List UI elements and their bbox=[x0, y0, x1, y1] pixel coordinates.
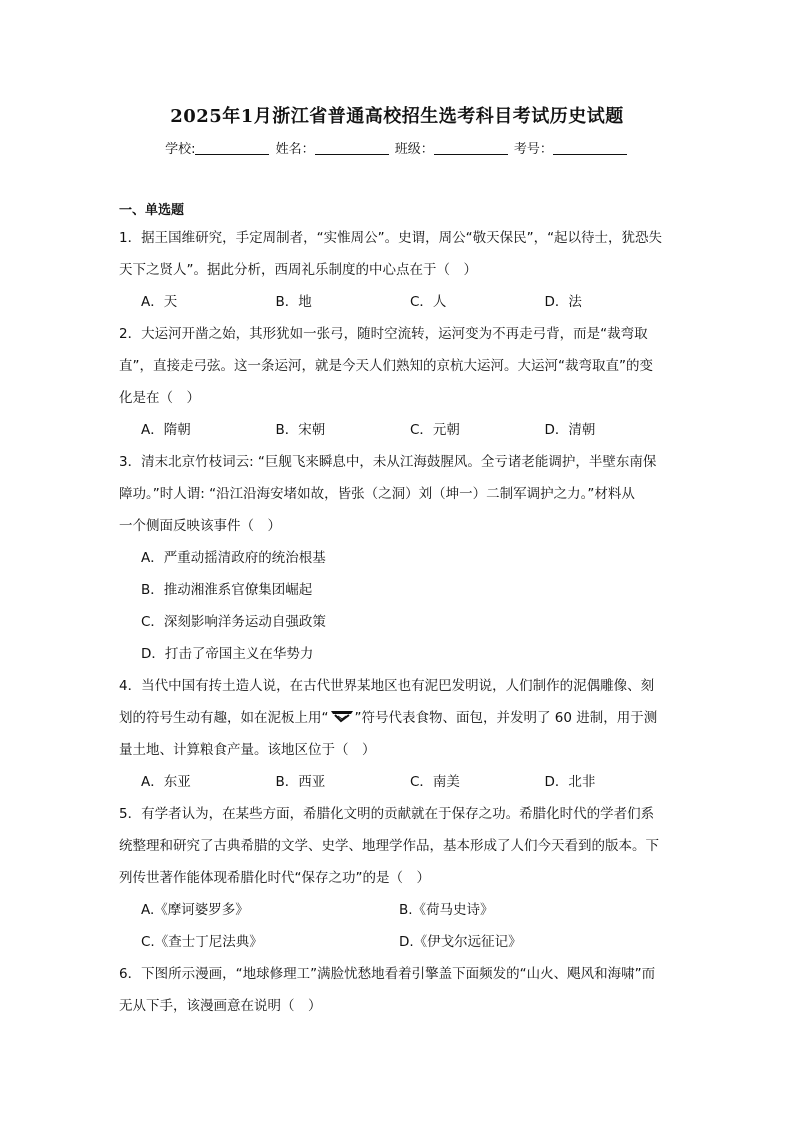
info-name-blank[interactable] bbox=[315, 140, 389, 155]
question-1-line-1: 1．据王国维研究，手定周制者，“实惟周公”。史谓，周公“敬天保民”，“起以待士，犹恐失 bbox=[119, 230, 663, 246]
info-class bbox=[395, 138, 510, 157]
question-4 bbox=[119, 670, 679, 798]
page-title: 2025年1月浙江省普通高校招生选考科目考试历史试题 bbox=[170, 106, 624, 127]
info-name-label: 姓名： bbox=[275, 142, 315, 157]
question-4-line-2 bbox=[119, 702, 679, 734]
question-2-line-1: 2．大运河开凿之始，其形犹如一张弓，随时空流转，运河变为不再走弓背，而是“裁弯取 bbox=[119, 326, 648, 342]
info-exam-number bbox=[514, 138, 629, 157]
option-b[interactable]: B．西亚 bbox=[275, 774, 326, 790]
question-4-line-2-post: ”符号代表食物、面包，并发明了 60 进制，用于测 bbox=[354, 710, 658, 726]
question-3-line-2: 障功。”时人谓: “沿江沿海安堵如故，皆张（之洞）刘（坤一）二制军调护之力。”材料从 bbox=[119, 486, 635, 502]
question-5-options bbox=[119, 894, 679, 958]
cuneiform-sign-icon bbox=[329, 708, 355, 724]
question-1-line-2: 天下之贤人”。据此分析，西周礼乐制度的中心点在于（ ） bbox=[119, 262, 477, 278]
question-3 bbox=[119, 446, 679, 670]
question-5-line-2: 统整理和研究了古典希腊的文学、史学、地理学作品，基本形成了人们今天看到的版本。下 bbox=[119, 838, 659, 854]
question-6 bbox=[119, 958, 679, 1022]
question-2-line-3: 化是在（ ） bbox=[119, 390, 200, 406]
option-c[interactable]: C．深刻影响洋务运动自强政策 bbox=[141, 614, 326, 630]
student-info-row bbox=[0, 138, 794, 157]
question-3-line-1: 3．清末北京竹枝词云: “巨舰飞来瞬息中，未从江海鼓腥风。全亏诸老能调护，半壁东南保 bbox=[119, 454, 657, 470]
info-school-blank[interactable] bbox=[195, 140, 269, 155]
info-exam-number-blank[interactable] bbox=[553, 140, 627, 155]
question-4-line-2-pre: 划的符号生动有趣，如在泥板上用“ bbox=[119, 710, 329, 726]
question-1-options bbox=[119, 286, 679, 318]
option-d[interactable]: D．清朝 bbox=[544, 422, 596, 438]
info-exam-number-label: 考号： bbox=[513, 142, 553, 157]
info-class-label: 班级： bbox=[394, 142, 434, 157]
option-a[interactable]: A．严重动摇清政府的统治根基 bbox=[141, 550, 326, 566]
option-d[interactable]: D．打击了帝国主义在华势力 bbox=[141, 646, 314, 662]
option-b[interactable]: B．宋朝 bbox=[275, 422, 326, 438]
section-heading: 一、单选题 bbox=[119, 203, 185, 218]
option-b[interactable]: B．推动湘淮系官僚集团崛起 bbox=[141, 582, 313, 598]
question-5 bbox=[119, 798, 679, 958]
question-1 bbox=[119, 222, 679, 318]
option-d[interactable]: D．法 bbox=[544, 294, 582, 310]
option-c[interactable]: C．元朝 bbox=[410, 422, 460, 438]
info-name bbox=[276, 138, 391, 157]
question-2-options bbox=[119, 414, 679, 446]
question-5-line-1: 5．有学者认为，在某些方面，希腊化文明的贡献就在于保存之功。希腊化时代的学者们系 bbox=[119, 806, 655, 822]
question-6-line-1: 6．下图所示漫画，“地球修理工”满脸忧愁地看着引擎盖下面频发的“山火、飓风和海啸”而 bbox=[119, 966, 656, 982]
question-3-line-3: 一个侧面反映该事件（ ） bbox=[119, 518, 281, 534]
question-list bbox=[119, 200, 679, 1022]
question-4-line-3: 量土地、计算粮食产量。该地区位于（ ） bbox=[119, 742, 376, 758]
question-2-line-2: 直”，直接走弓弦。这一条运河，就是今天人们熟知的京杭大运河。大运河“裁弯取直”的变 bbox=[119, 358, 653, 374]
option-a[interactable]: A．隋朝 bbox=[141, 422, 191, 438]
question-6-line-2: 无从下手，该漫画意在说明（ ） bbox=[119, 998, 322, 1014]
option-c[interactable]: C．人 bbox=[410, 294, 447, 310]
option-a[interactable]: A.《摩诃婆罗多》 bbox=[141, 902, 249, 918]
question-5-line-3: 列传世著作能体现希腊化时代“保存之功”的是（ ） bbox=[119, 870, 430, 886]
info-school bbox=[165, 138, 271, 157]
option-b[interactable]: B.《荷马史诗》 bbox=[399, 902, 494, 918]
question-4-options bbox=[119, 766, 679, 798]
option-c[interactable]: C.《查士丁尼法典》 bbox=[141, 934, 263, 950]
option-c[interactable]: C．南美 bbox=[410, 774, 460, 790]
info-class-blank[interactable] bbox=[434, 140, 508, 155]
question-2 bbox=[119, 318, 679, 446]
option-a[interactable]: A．东亚 bbox=[141, 774, 191, 790]
option-d[interactable]: D．北非 bbox=[544, 774, 596, 790]
option-d[interactable]: D.《伊戈尔远征记》 bbox=[399, 934, 522, 950]
option-a[interactable]: A．天 bbox=[141, 294, 178, 310]
question-4-line-1: 4．当代中国有抟土造人说，在古代世界某地区也有泥巴发明说，人们制作的泥偶雕像、刻 bbox=[119, 678, 655, 694]
info-school-label: 学校: bbox=[165, 142, 196, 157]
option-b[interactable]: B．地 bbox=[275, 294, 312, 310]
